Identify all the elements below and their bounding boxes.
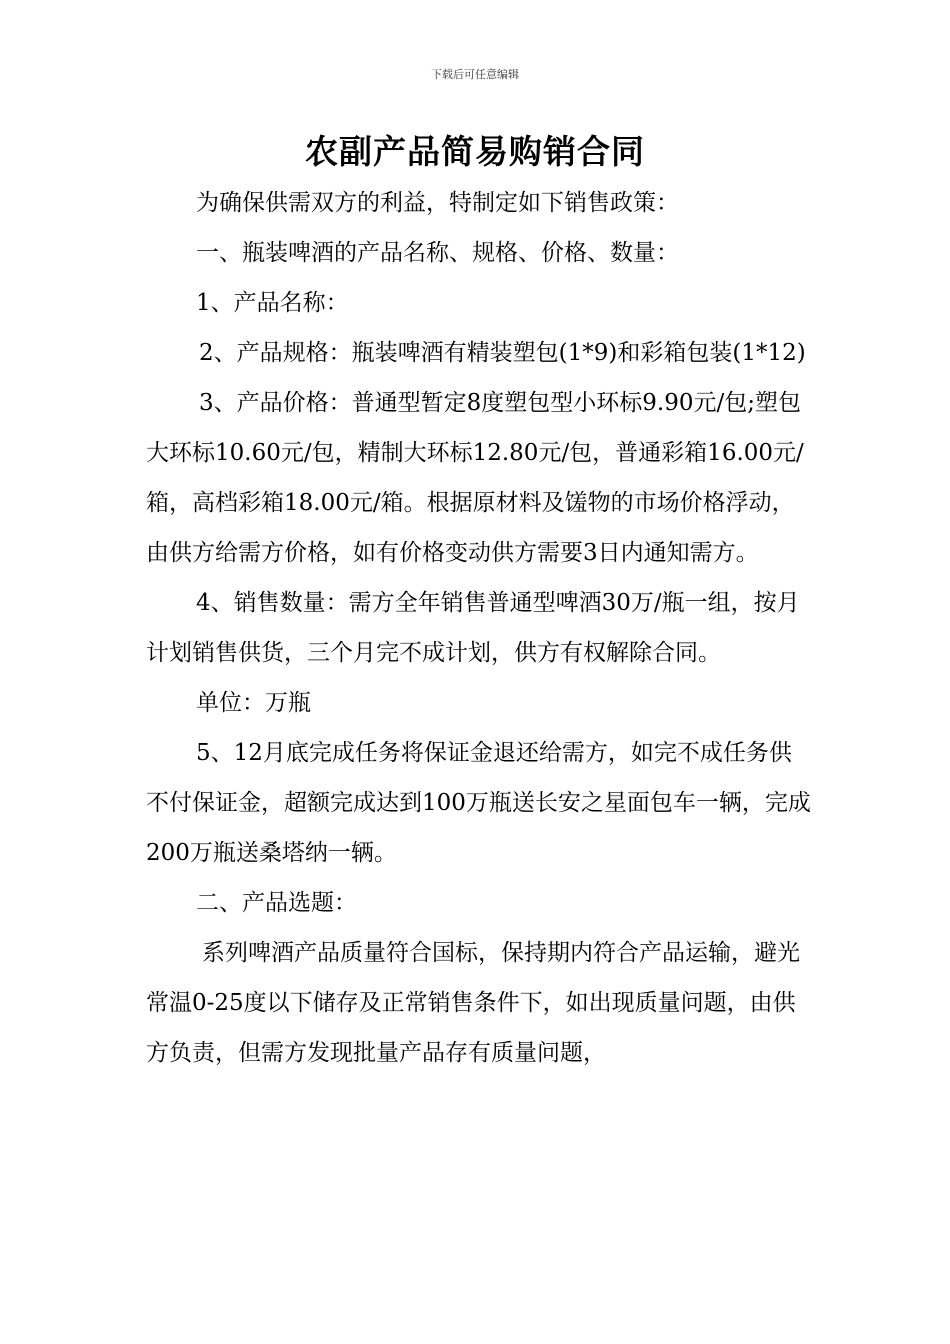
paragraph-intro: 为确保供需双方的利益，特制定如下销售政策： [196, 190, 679, 216]
paragraph-quality: 系列啤酒产品质量符合国标，保持期内符合产品运输，避光常温0-25度以下储存及正常销售条件下，如出现质量问题，由供方负责，但需方发现批量产品存有质量问题， [146, 940, 800, 1066]
paragraph-product-spec: 2、产品规格：瓶装啤酒有精装塑包(1*9)和彩箱包装(1*12) [199, 340, 806, 366]
document-body [146, 178, 814, 1078]
document-title: 农副产品简易购销合同 [305, 132, 645, 171]
paragraph-unit: 单位：万瓶 [196, 690, 311, 716]
paragraph-deposit: 5、12月底完成任务将保证金退还给需方，如完不成任务供不付保证金，超额完成达到100万瓶送长安之星面包车一辆，完成200万瓶送桑塔纳一辆。 [146, 740, 811, 866]
paragraph-product-price: 3、产品价格：普通型暂定8度塑包型小环标9.90元/包;塑包大环标10.60元/包，精制大环标12.80元/包，普通彩箱16.00元/箱，高档彩箱18.00元/箱。根据原材料及馐物的市场价格浮动，由供方给需方价格，如有价格变动供方需要3日内通知需方。 [146, 390, 804, 566]
paragraph-product-name: 1、产品名称： [196, 290, 349, 316]
section-heading-selection: 二、产品选题： [196, 890, 357, 916]
header-note: 下载后可任意编辑 [431, 68, 519, 81]
paragraph-sales-quantity: 4、销售数量：需方全年销售普通型啤酒30万/瓶一组，按月计划销售供货，三个月完不成计划，供方有权解除合同。 [146, 590, 800, 666]
section-heading-product: 一、瓶装啤酒的产品名称、规格、价格、数量： [196, 240, 679, 266]
